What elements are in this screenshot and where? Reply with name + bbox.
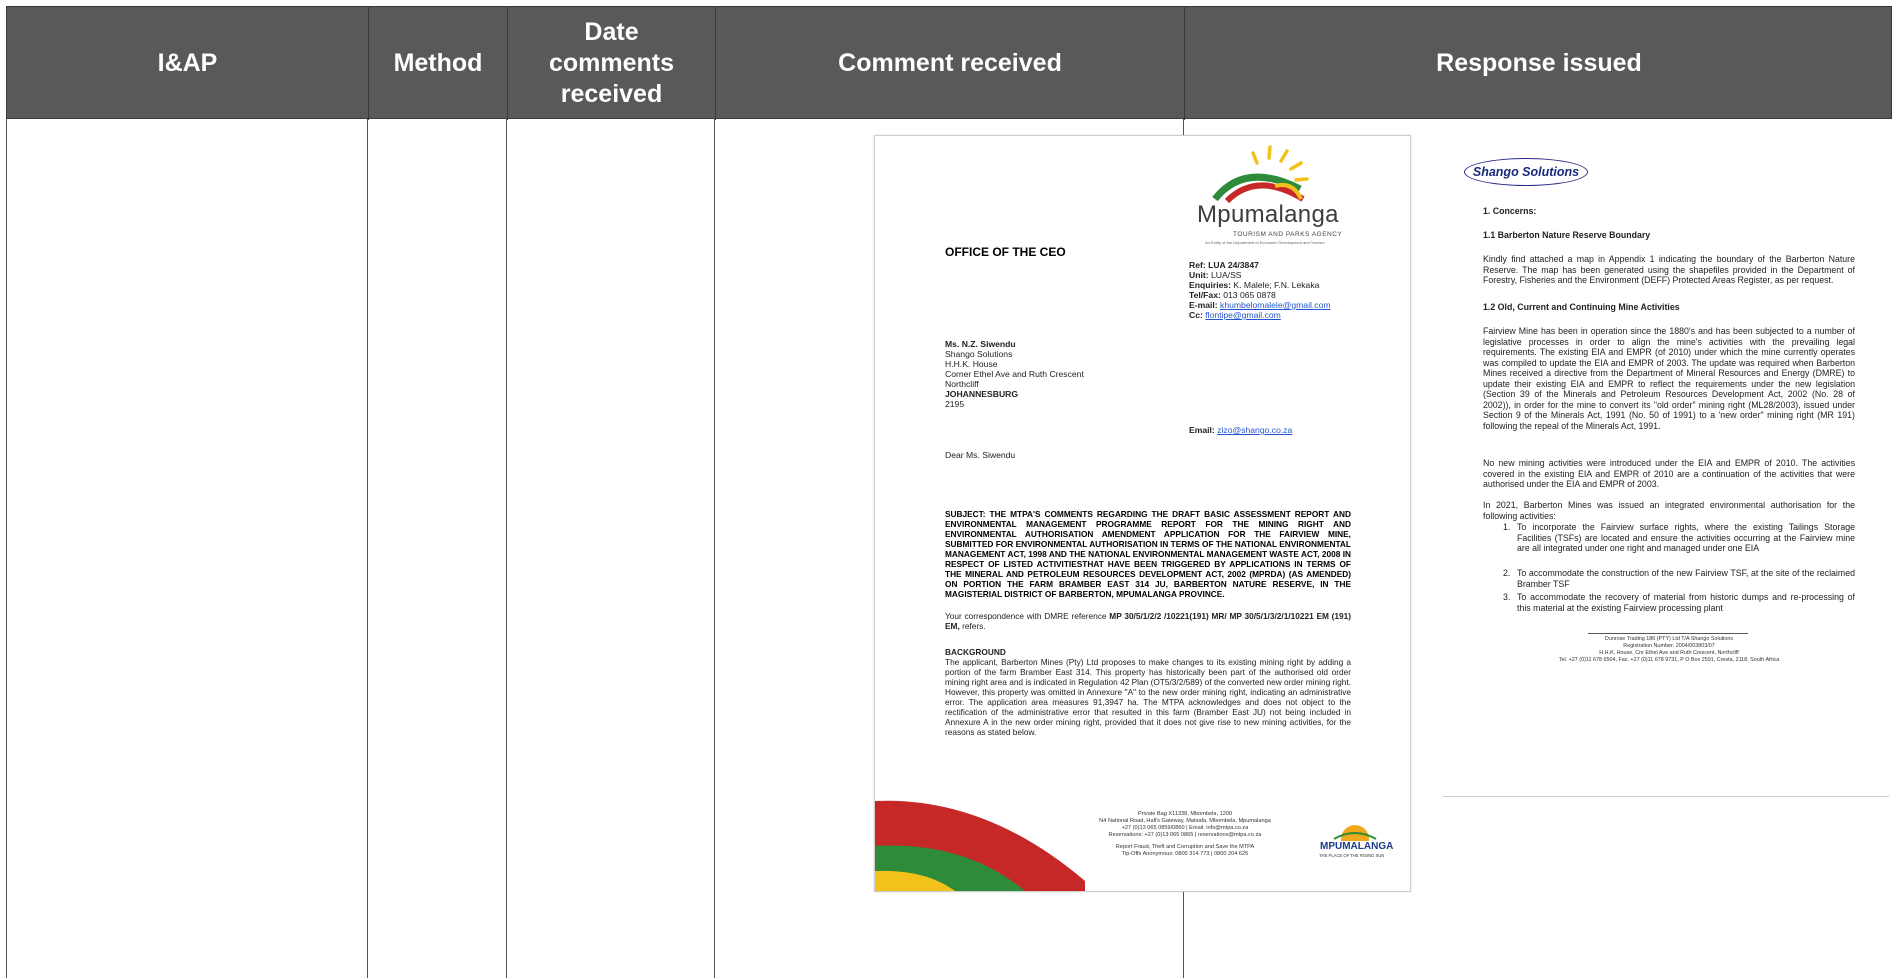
concerns-heading: 1. Concerns:: [1483, 206, 1537, 216]
col-header-response: Response issued: [1436, 48, 1642, 77]
telfax-line: Tel/Fax: 013 065 0878: [1189, 290, 1276, 300]
section-1-1-text: Kindly find attached a map in Appendix 1 indicating the boundary of the Barberton Nature Reserve. The map has been generated using the shapefiles provided in the Department of Forestry, Fisheries and the Environment (DEFF) Protected Areas Register, as per request.: [1483, 254, 1855, 285]
column-divider: [714, 119, 715, 978]
addressee-email-line: Email: zizo@shango.co.za: [1189, 425, 1293, 435]
list-number: 1.: [1503, 522, 1511, 532]
footer-line: Report Fraud, Theft and Corruption and Save the MTPA: [1115, 844, 1255, 850]
enquiries-line: Enquiries: K. Malele; F.N. Lekaka: [1189, 280, 1320, 290]
ref-line: Ref: LUA 24/3847: [1189, 260, 1259, 270]
list-number: 3.: [1503, 592, 1511, 602]
list-item: To accommodate the construction of the new Fairview TSF, at the site of the reclaimed Bramber TSF: [1517, 568, 1855, 589]
footer-logo-subtitle: THE PLACE OF THE RISING SUN: [1319, 853, 1385, 858]
cc-line: Cc: flontipe@gmail.com: [1189, 310, 1281, 320]
mtpa-logo-tagline: An Entity of the Department of Economic Development and Tourism: [1205, 240, 1325, 245]
addressee-line: 2195: [945, 399, 965, 409]
correspondence-paragraph: Your correspondence with DMRE reference MP 30/5/1/2/2 /10221(191) MR/ MP 30/5/1/3/2/1/10221 EM (191) EM, refers.: [945, 611, 1352, 631]
list-number: 2.: [1503, 568, 1511, 578]
letter-subject: SUBJECT: THE MTPA'S COMMENTS REGARDING THE DRAFT BASIC ASSESSMENT REPORT AND ENVIRONMENTAL MANAGEMENT PROGRAMME REPORT FOR THE MINING RIGHT AND ENVIRONMENTAL AUTHORISATION AMENDMENT APPLICATION FOR THE FAIRVIEW MINE, SUBMITTED FOR ENVIRONMENTAL AUTHORISATION IN TERMS OF THE NATIONAL ENVIRONMENTAL MANAGEMENT ACT, 1998 AND THE NATIONAL ENVIRONMENTAL MANAGEMENT WASTE ACT, 2008 IN RESPECT OF LISTED ACTIVITIESTHAT HAVE BEEN TRIGGERED BY APPLICATIONS IN TERMS OF THE MINERAL AND PETROLEUM RESOURCES DEVELOPMENT ACT, 2002 (MPRDA) (AS AMENDED) ON PORTION THE FARM BRAMBER EAST 314 JU, BARBERTON NATURE RESERVE, IN THE MAGISTERIAL DISTRICT OF BARBERTON, MPUMALANGA PROVINCE.: [945, 509, 1351, 599]
unit-line: Unit: LUA/SS: [1189, 270, 1242, 280]
addressee-line: H.H.K. House: [945, 359, 998, 369]
section-1-2-title: 1.2 Old, Current and Continuing Mine Activities: [1483, 302, 1680, 312]
col-header-method: Method: [369, 7, 508, 120]
section-1-2-paragraph: No new mining activities were introduced under the EIA and EMPR of 2010. The activities covered in the existing EIA and EMPR of 2010 are a continuation of the activities that were authorised under the EIA and EMPR of 2003.: [1483, 458, 1855, 489]
office-heading: OFFICE OF THE CEO: [945, 245, 1066, 259]
response-footer-line: Dunrose Trading 186 (PTY) Ltd T/A Shango Solutions: [1604, 636, 1734, 642]
footer-logo-text: MPUMALANGA: [1320, 841, 1394, 852]
addressee-line: Shango Solutions: [945, 349, 1013, 359]
background-heading: BACKGROUND: [945, 647, 1006, 657]
response-footer-line: Tel. +27 (0)11 678 6504, Fax. +27 (0)11 678 9731, P O Box 2591, Cresta, 2118, South Africa: [1558, 657, 1780, 663]
list-item: To incorporate the Fairview surface rights, where the existing Tailings Storage Facilities (TSFs) are located and ensure the activities occurring at the Fairview mine are all integrated under one right and managed under one EIA: [1517, 522, 1855, 553]
col-header-iap: I&AP: [7, 7, 369, 120]
salutation: Dear Ms. Siwendu: [945, 450, 1016, 460]
table-header: [6, 6, 1892, 119]
response-footer-line: Registration Number: 2004/003803/07: [1623, 643, 1715, 649]
footer-line: Private Bag X11338, Mbombela, 1200: [1137, 811, 1233, 817]
mtpa-logo-subtitle: TOURISM AND PARKS AGENCY: [1233, 231, 1343, 238]
footer-line: Reservations: +27 (0)13 065 0865 | reservations@mtpa.co.za: [1108, 832, 1262, 838]
footer-line: N4 National Road, Hall's Gateway, Matsafa, Mbombela, Mpumalanga: [1099, 818, 1271, 824]
comment-letter-image: [874, 135, 1411, 892]
column-divider: [6, 119, 7, 978]
mtpa-logo-text: Mpumalanga: [1197, 201, 1339, 228]
footer-divider: [1588, 633, 1748, 634]
addressee-line: Corner Ethel Ave and Ruth Crescent: [945, 369, 1084, 379]
footer-swoosh-icon: [875, 791, 1085, 891]
section-1-2-paragraph: In 2021, Barberton Mines was issued an integrated environmental authorisation for the following activities:: [1483, 500, 1855, 521]
list-item: To accommodate the recovery of material from historic dumps and re-processing of this material at the existing Fairview processing plant: [1517, 592, 1855, 613]
shango-logo: Shango Solutions: [1464, 158, 1588, 186]
col-header-comment: Comment received: [716, 7, 1185, 120]
section-1-2-paragraph: Fairview Mine has been in operation since the 1880's and has been subjected to a number of legislative processes in order to align the mine's activities with the prevailing legal requirements. The existing EIA and EMPR (of 2010) under which the mine currently operates was compiled to update the EIA and EMPR of 2003. The update was required when Barberton Mines received a directive from the Department of Mineral Resources and Energy (DMRE) to update their existing EIA and EMPR to reflect the requirements under the new legislation (Section 39 of the Minerals and Petroleum Resources Development Act, 2002 (No. 28 of 2002)), in order for the mine to convert its "old order" mining right (ML28/2003), issued under Section 9 of the Minerals Act, 1991 (No. 50 of 1991) to a 'new order" mining right (MR 191) following the repeal of the Minerals Act, 1991.: [1483, 326, 1855, 431]
footer-line: Tip-Offs Anonymous: 0800 314 773 | 0800 204 625: [1121, 851, 1249, 857]
addressee-name: Ms. N.Z. Siwendu: [945, 339, 1016, 349]
col-header-date: Date comments received: [508, 7, 716, 120]
addressee-line: Northcliff: [945, 379, 979, 389]
column-divider: [367, 119, 368, 978]
mpumalanga-sun-icon: [1330, 819, 1380, 841]
footer-line: +27 (0)13 065 0859/0860 | Email: info@mtpa.co.za: [1121, 825, 1249, 831]
addressee-line: JOHANNESBURG: [945, 389, 1019, 399]
column-divider: [506, 119, 507, 978]
background-paragraph: The applicant, Barberton Mines (Pty) Ltd proposes to make changes to its existing mining right by adding a portion of the farm Bramber East 314. This property has historically been part of the authorised old order mining right area and is indicated in Regulation 42 Plan (OT5/3/2/589) of the converted new order mining right. However, this property was omitted in Annexure "A" to the new order mining right, indicating an administrative error. The application area measures 91,3947 ha. The MTPA acknowledges and does not object to the rectification of the administrative error that resulted in this farm (Bramber East JU) not being included in Annexure A in the new order mining right, provided that it does not give rise to new mining activities, for the reasons as stated below.: [945, 657, 1351, 737]
response-document-image: [1443, 120, 1889, 797]
response-footer-line: H.H.K. House, Cnr Ethel Ave and Ruth Crescent, Northcliff: [1599, 650, 1739, 656]
section-1-1-title: 1.1 Barberton Nature Reserve Boundary: [1483, 230, 1651, 240]
email-line: E-mail: khumbelomalele@gmail.com: [1189, 300, 1331, 310]
